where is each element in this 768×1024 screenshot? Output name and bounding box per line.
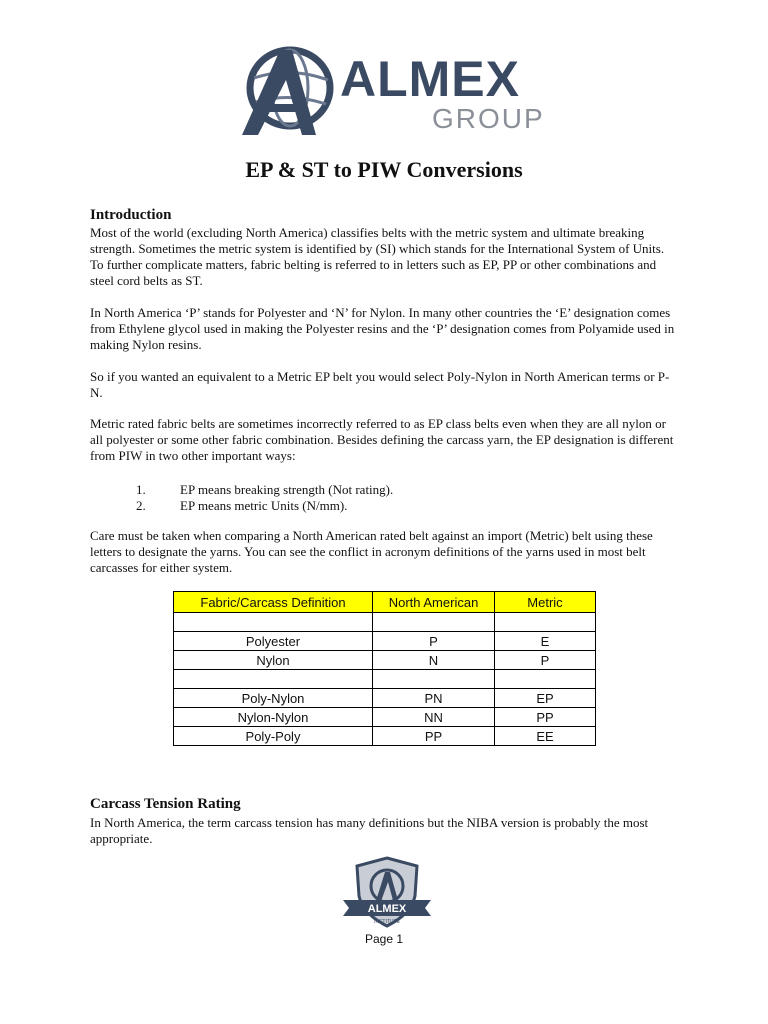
table-cell: Poly-Nylon xyxy=(174,689,373,708)
table-cell xyxy=(373,670,495,689)
intro-paragraph-4: Metric rated fabric belts are sometimes incorrectly referred to as EP class belts even when they are all nylon or all polyester or some other fabric combination. Besides defining the carcass yarn, the EP designation is different from PIW in two other important ways: xyxy=(90,416,674,463)
logo-subtitle: GROUP xyxy=(432,103,545,134)
badge-wordmark: ALMEX xyxy=(367,903,407,915)
intro-paragraph-2: In North America ‘P’ stands for Polyester and ‘N’ for Nylon. In many other countries the ‘E’ designation comes from Ethylene glycol used in making the Polyester resins and the ‘P’ designation comes from Polyamide used in making Nylon resins. xyxy=(90,305,675,352)
table-cell: E xyxy=(495,632,596,651)
table-row xyxy=(174,689,596,708)
table-cell: Poly-Poly xyxy=(174,727,373,746)
table-cell xyxy=(174,613,373,632)
list-text: EP means breaking strength (Not rating). xyxy=(180,482,394,497)
logo-wordmark: ALMEX xyxy=(340,51,520,107)
intro-paragraph-5: Care must be taken when comparing a North American rated belt against an import (Metric) belt using these letters to designate the yarns. You can see the conflict in acronym definitions of the yarns used in most belt carcasses for either system. xyxy=(90,528,653,575)
table-cell xyxy=(495,613,596,632)
table-row xyxy=(174,632,596,651)
table-cell: PP xyxy=(373,727,495,746)
list-text: EP means metric Units (N/mm). xyxy=(180,498,348,513)
carcass-heading: Carcass Tension Rating xyxy=(90,796,241,812)
table-cell xyxy=(373,613,495,632)
globe-a-icon xyxy=(232,40,342,140)
list-number: 2. xyxy=(136,498,146,513)
list-item xyxy=(136,498,393,514)
table-cell: Nylon-Nylon xyxy=(174,708,373,727)
ep-differences-list xyxy=(136,482,393,514)
table-row xyxy=(174,651,596,670)
list-number: 1. xyxy=(136,482,146,497)
almex-group-logo xyxy=(232,40,545,140)
header-cell: North American xyxy=(373,592,495,613)
table-cell: PN xyxy=(373,689,495,708)
list-item xyxy=(136,482,393,498)
page-number: Page 1 xyxy=(364,932,404,946)
intro-paragraph-1: Most of the world (excluding North America) classifies belts with the metric system and ultimate breaking strength. Sometimes the metric system is identified by (SI) which stands for the International System of Units. To further complicate matters, fabric belting is referred to in letters such as EP, PP or other combinations and steel cord belts as ST. xyxy=(90,225,665,288)
table-cell: EP xyxy=(495,689,596,708)
table-cell xyxy=(174,670,373,689)
table-cell: Nylon xyxy=(174,651,373,670)
table-cell xyxy=(495,670,596,689)
table-cell: PP xyxy=(495,708,596,727)
shield-badge-icon xyxy=(341,856,433,928)
almex-institute-logo xyxy=(341,856,433,928)
header-cell: Fabric/Carcass Definition xyxy=(174,592,373,613)
page-title: EP & ST to PIW Conversions xyxy=(245,157,523,182)
intro-heading: Introduction xyxy=(90,207,172,223)
table-row xyxy=(174,708,596,727)
intro-paragraph-3: So if you wanted an equivalent to a Metric EP belt you would select Poly-Nylon in North American terms or P-N. xyxy=(90,369,670,400)
yarn-conversion-table xyxy=(173,591,596,746)
table-row xyxy=(174,670,596,689)
table-cell: Polyester xyxy=(174,632,373,651)
table-cell: NN xyxy=(373,708,495,727)
header-cell: Metric xyxy=(495,592,596,613)
table-cell: P xyxy=(373,632,495,651)
carcass-paragraph-1: In North America, the term carcass tension has many definitions but the NIBA version is probably the most appropriate. xyxy=(90,815,649,846)
table-cell: EE xyxy=(495,727,596,746)
table-cell: N xyxy=(373,651,495,670)
table-row xyxy=(174,727,596,746)
table-header-row xyxy=(174,592,596,613)
table-row xyxy=(174,613,596,632)
badge-subtitle: INSTITUTE xyxy=(374,919,400,925)
table-cell: P xyxy=(495,651,596,670)
